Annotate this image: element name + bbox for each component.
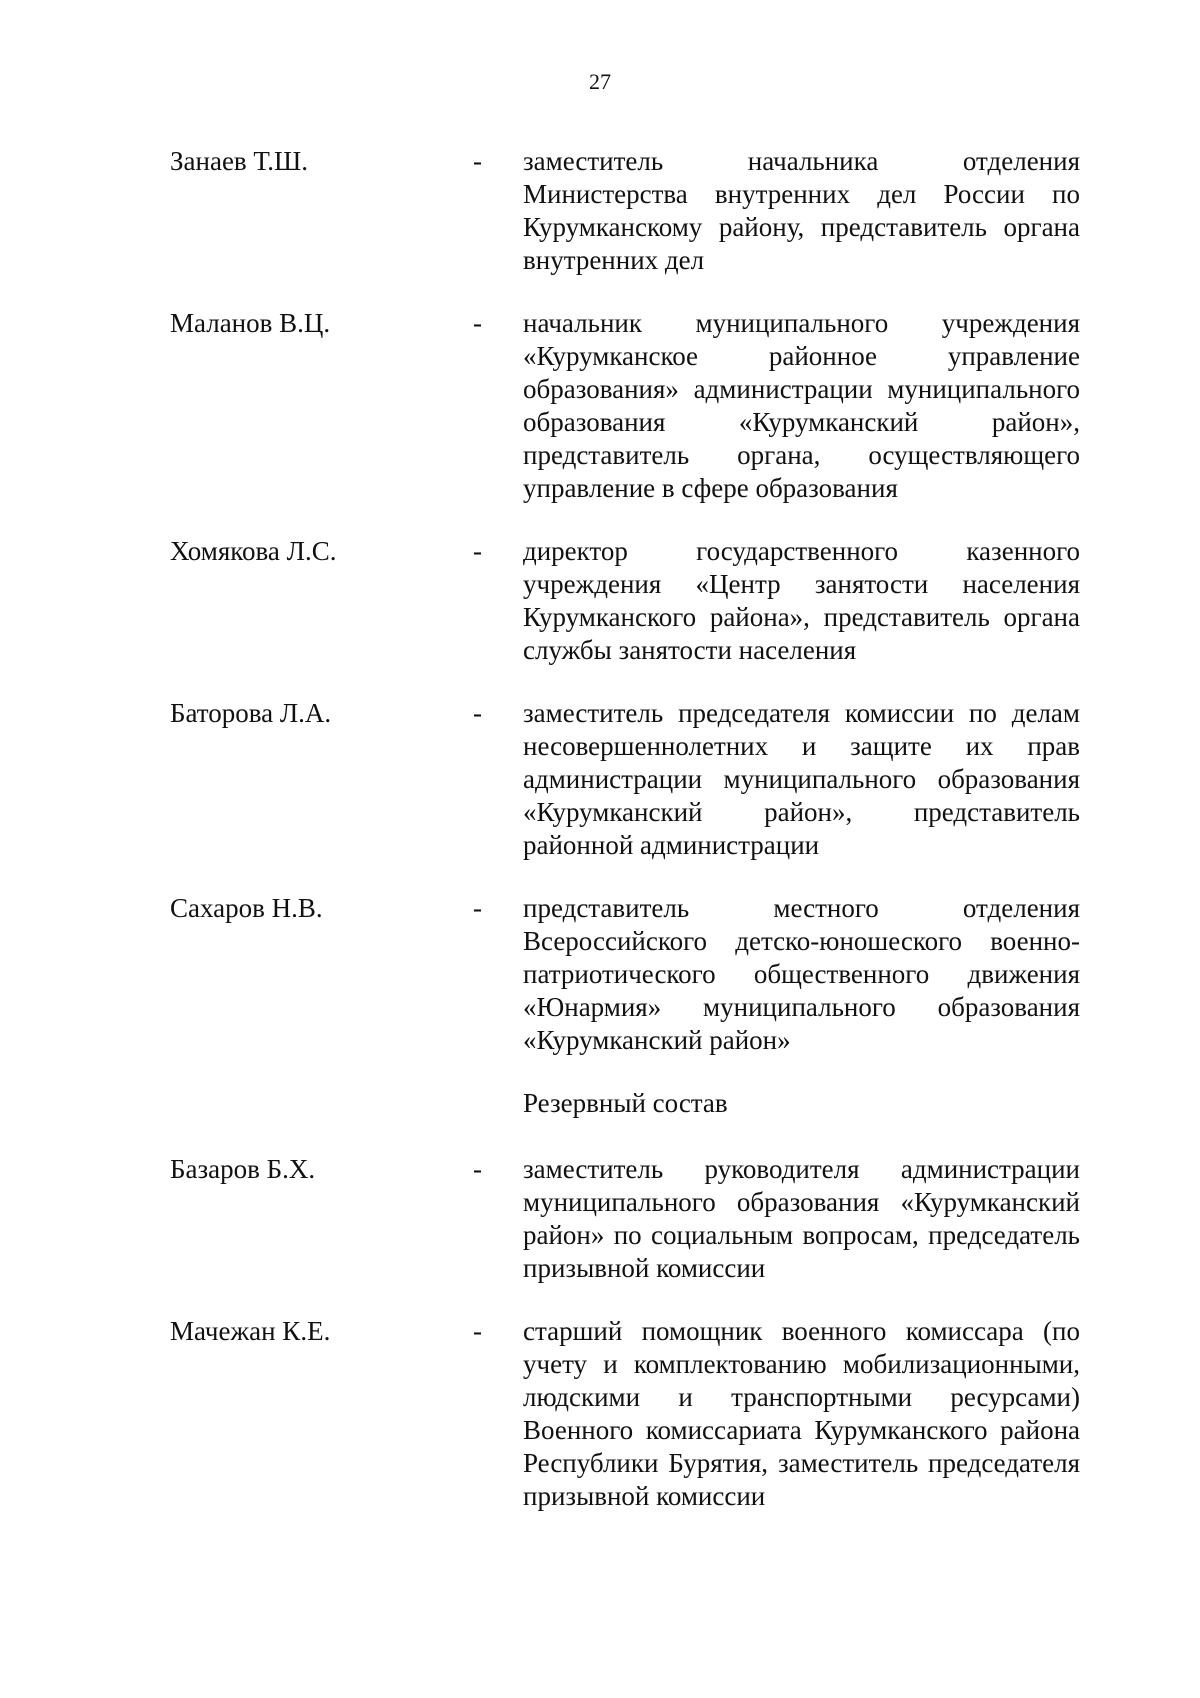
member-name: Мачежан К.Е. xyxy=(170,1316,331,1346)
member-description: начальник муниципального учреждения «Курумканское районное управление образования» администрации муниципального образования «Курумканский район», представитель органа, осуществляющего управление в сфере образования xyxy=(523,308,1080,503)
member-name: Маланов В.Ц. xyxy=(170,308,331,338)
member-dash: - xyxy=(473,536,482,566)
member-dash: - xyxy=(473,1154,482,1184)
reserve-member-entry xyxy=(0,1153,1200,1285)
member-description: заместитель руководителя администрации муниципального образования «Курумканский район» по социальным вопросам, председатель призывной комиссии xyxy=(523,1154,1080,1283)
member-name: Баторова Л.А. xyxy=(170,698,332,728)
member-description: представитель местного отделения Всероссийского детско-юношеского военно-патриотического общественного движения «Юнармия» муниципального образования «Курумканский район» xyxy=(523,893,1080,1055)
member-entry xyxy=(0,535,1200,667)
member-dash: - xyxy=(473,1316,482,1346)
member-entry xyxy=(0,697,1200,862)
page-number: 27 xyxy=(589,69,611,94)
reserve-member-entry xyxy=(0,1315,1200,1513)
member-dash: - xyxy=(473,698,482,728)
member-dash: - xyxy=(473,308,482,338)
members-list xyxy=(0,145,1200,1543)
member-name: Занаев Т.Ш. xyxy=(170,146,308,176)
member-description: директор государственного казенного учреждения «Центр занятости населения Курумканского района», представитель органа службы занятости населения xyxy=(523,536,1080,665)
member-entry xyxy=(0,145,1200,277)
member-entry xyxy=(0,307,1200,505)
member-dash: - xyxy=(473,893,482,923)
member-name: Базаров Б.Х. xyxy=(170,1154,316,1184)
member-dash: - xyxy=(473,146,482,176)
member-description: заместитель начальника отделения Министерства внутренних дел России по Курумканскому району, представитель органа внутренних дел xyxy=(523,146,1080,275)
reserve-section-heading: Резервный состав xyxy=(523,1088,728,1118)
member-name: Сахаров Н.В. xyxy=(170,893,323,923)
member-name: Хомякова Л.С. xyxy=(170,536,337,566)
member-description: заместитель председателя комиссии по делам несовершеннолетних и защите их прав администрации муниципального образования «Курумканский район», представитель районной администрации xyxy=(523,698,1080,860)
member-entry xyxy=(0,892,1200,1057)
member-description: старший помощник военного комиссара (по учету и комплектованию мобилизационными, людскими и транспортными ресурсами) Военного комиссариата Курумканского района Республики Бурятия, заместитель председателя призывной комиссии xyxy=(523,1316,1080,1511)
